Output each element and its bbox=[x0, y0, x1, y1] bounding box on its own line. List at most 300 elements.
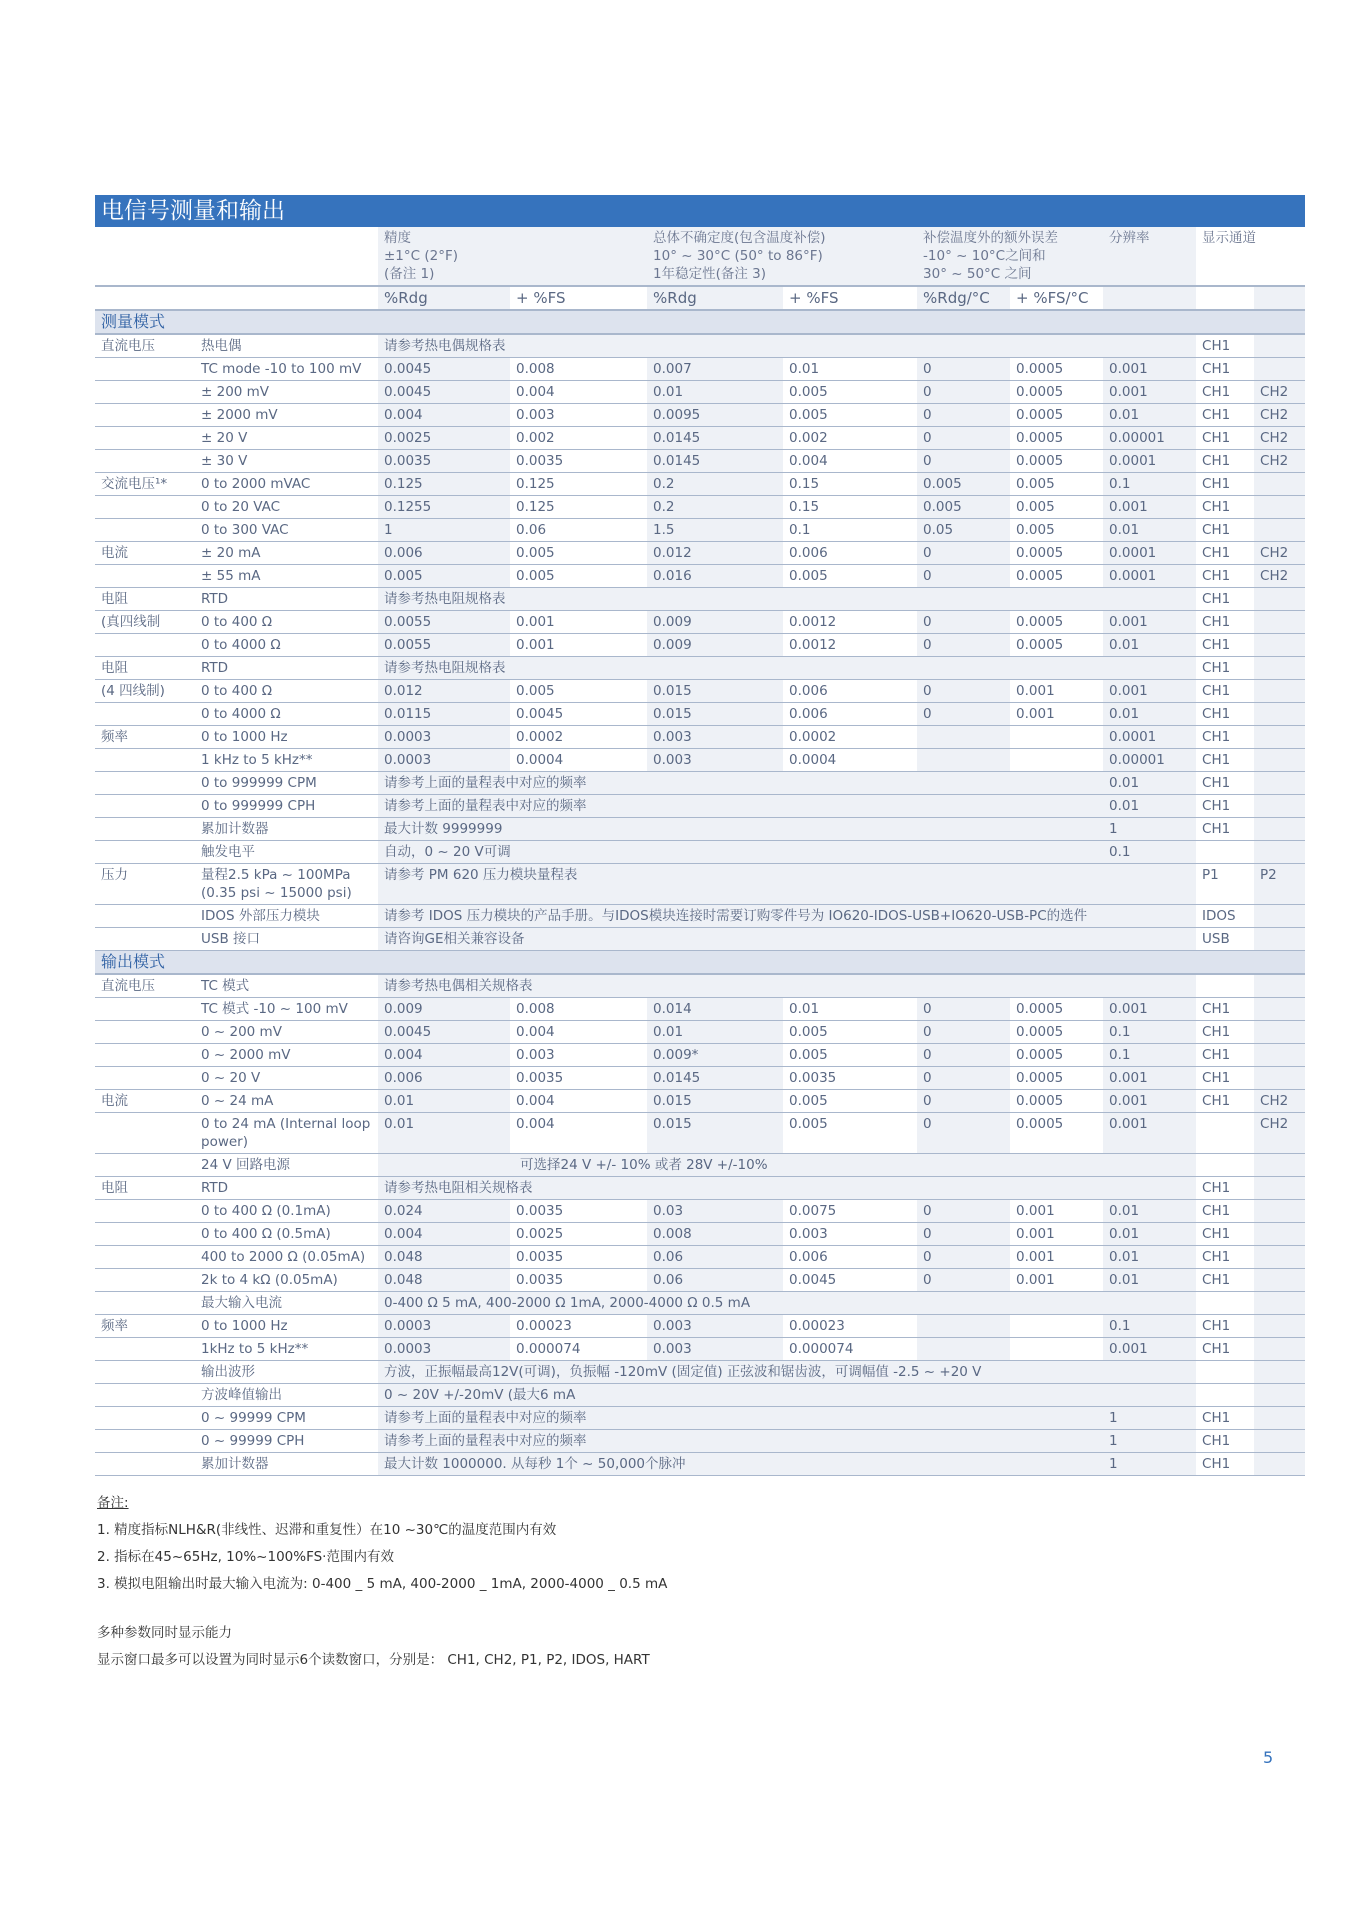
temp-rdg-cell: 0 bbox=[917, 1090, 1010, 1113]
channel-2-cell bbox=[1254, 334, 1305, 358]
unc-rdg-cell: 0.003 bbox=[647, 726, 783, 749]
note-item: 2. 指标在45~65Hz, 10%~100%FS·范围内有效 bbox=[97, 1549, 394, 1565]
resolution-cell: 0.001 bbox=[1103, 1338, 1196, 1361]
unc-rdg-cell: 0.015 bbox=[647, 680, 783, 703]
unc-fs-cell: 0.00023 bbox=[783, 1315, 917, 1338]
resolution-cell: 0.1 bbox=[1103, 473, 1196, 496]
note-cell: 请参考热电阻相关规格表 bbox=[378, 1177, 1196, 1200]
unc-fs-cell: 0.01 bbox=[783, 358, 917, 381]
table-row bbox=[95, 450, 1305, 473]
channel-1-cell: CH1 bbox=[1196, 1067, 1254, 1090]
temp-rdg-cell: 0 bbox=[917, 1246, 1010, 1269]
unc-fs-cell: 0.000074 bbox=[783, 1338, 917, 1361]
note-cell: 请咨询GE相关兼容设备 bbox=[378, 928, 1196, 951]
acc-rdg-cell: 0.0035 bbox=[378, 450, 510, 473]
table-row bbox=[95, 1154, 1305, 1177]
unc-fs-cell: 0.0002 bbox=[783, 726, 917, 749]
range-cell: ± 20 V bbox=[195, 427, 378, 450]
channel-2-cell bbox=[1254, 1154, 1305, 1177]
note-cell: 请参考热电阻规格表 bbox=[378, 588, 1103, 611]
unit-cell: + %FS bbox=[783, 286, 917, 310]
category-cell bbox=[95, 1154, 195, 1177]
table-row bbox=[95, 1269, 1305, 1292]
acc-fs-cell: 0.0035 bbox=[510, 1067, 647, 1090]
table-row bbox=[95, 974, 1305, 998]
table-row bbox=[95, 1246, 1305, 1269]
range-cell: 0 ~ 2000 mV bbox=[195, 1044, 378, 1067]
channel-1-cell: CH1 bbox=[1196, 703, 1254, 726]
acc-fs-cell: 0.008 bbox=[510, 998, 647, 1021]
category-cell: 电阻 bbox=[95, 1177, 195, 1200]
channel-2-cell bbox=[1254, 657, 1305, 680]
note-cell: 自动，0 ~ 20 V可调 bbox=[378, 841, 1103, 864]
range-cell: 累加计数器 bbox=[195, 1453, 378, 1476]
unc-fs-cell: 0.006 bbox=[783, 680, 917, 703]
channel-1-cell: CH1 bbox=[1196, 1407, 1254, 1430]
category-cell bbox=[95, 1361, 195, 1384]
table-row bbox=[95, 519, 1305, 542]
table-row bbox=[95, 864, 1305, 905]
channel-2-cell bbox=[1254, 1453, 1305, 1476]
notes-heading: 备注: bbox=[97, 1495, 129, 1511]
temp-rdg-cell: 0 bbox=[917, 1044, 1010, 1067]
unc-fs-cell: 0.006 bbox=[783, 703, 917, 726]
channel-2-cell bbox=[1254, 1044, 1305, 1067]
channel-1-cell: USB bbox=[1196, 928, 1254, 951]
channel-2-cell bbox=[1254, 998, 1305, 1021]
temp-error-header bbox=[917, 227, 1103, 286]
temp-rdg-cell: 0.005 bbox=[917, 496, 1010, 519]
unc-rdg-cell: 0.06 bbox=[647, 1246, 783, 1269]
range-cell: 1kHz to 5 kHz** bbox=[195, 1338, 378, 1361]
category-cell bbox=[95, 565, 195, 588]
acc-rdg-cell: 0.0003 bbox=[378, 749, 510, 772]
range-cell: 0 to 400 Ω (0.5mA) bbox=[195, 1223, 378, 1246]
temp-fs-cell: 0.005 bbox=[1010, 519, 1103, 542]
channel-2-cell bbox=[1254, 496, 1305, 519]
temp-fs-cell: 0.0005 bbox=[1010, 358, 1103, 381]
channel-1-cell: CH1 bbox=[1196, 657, 1254, 680]
channel-1-cell: CH1 bbox=[1196, 542, 1254, 565]
range-cell: USB 接口 bbox=[195, 928, 378, 951]
channel-1-cell bbox=[1196, 841, 1254, 864]
temp-rdg-cell: 0 bbox=[917, 358, 1010, 381]
unc-rdg-cell: 0.0145 bbox=[647, 1067, 783, 1090]
channel-2-cell: CH2 bbox=[1254, 404, 1305, 427]
table-row bbox=[95, 1021, 1305, 1044]
unc-rdg-cell: 0.009* bbox=[647, 1044, 783, 1067]
channel-2-cell bbox=[1254, 974, 1305, 998]
channel-1-cell: CH1 bbox=[1196, 634, 1254, 657]
unc-rdg-cell: 0.003 bbox=[647, 1338, 783, 1361]
resolution-cell: 0.01 bbox=[1103, 703, 1196, 726]
channel-1-cell bbox=[1196, 1292, 1254, 1315]
temp-rdg-cell: 0 bbox=[917, 381, 1010, 404]
temp-rdg-cell: 0 bbox=[917, 1223, 1010, 1246]
acc-rdg-cell: 0.0003 bbox=[378, 1338, 510, 1361]
unc-rdg-cell: 0.015 bbox=[647, 1090, 783, 1113]
temp-fs-cell: 0.001 bbox=[1010, 703, 1103, 726]
resolution-cell: 0.001 bbox=[1103, 611, 1196, 634]
category-cell bbox=[95, 381, 195, 404]
temp-rdg-cell bbox=[917, 726, 1010, 749]
resolution-cell: 0.0001 bbox=[1103, 726, 1196, 749]
temp-rdg-cell: 0.05 bbox=[917, 519, 1010, 542]
channel-1-cell: CH1 bbox=[1196, 772, 1254, 795]
note-cell: 请参考热电偶相关规格表 bbox=[378, 974, 1196, 998]
note-cell: 最大计数 9999999 bbox=[378, 818, 1103, 841]
channel-2-cell: CH2 bbox=[1254, 450, 1305, 473]
note-cell: 请参考上面的量程表中对应的频率 bbox=[378, 795, 1103, 818]
category-cell bbox=[95, 928, 195, 951]
acc-fs-cell: 0.0045 bbox=[510, 703, 647, 726]
acc-rdg-cell: 0.0045 bbox=[378, 381, 510, 404]
range-cell: 输出波形 bbox=[195, 1361, 378, 1384]
temp-fs-cell bbox=[1010, 1338, 1103, 1361]
acc-rdg-cell: 0.005 bbox=[378, 565, 510, 588]
table-row bbox=[95, 1453, 1305, 1476]
range-cell: TC 模式 bbox=[195, 974, 378, 998]
temp-rdg-cell: 0 bbox=[917, 1269, 1010, 1292]
acc-rdg-cell: 0.0025 bbox=[378, 427, 510, 450]
table-row bbox=[95, 818, 1305, 841]
note-cell: 请参考上面的量程表中对应的频率 bbox=[378, 1407, 1103, 1430]
category-cell bbox=[95, 1044, 195, 1067]
table-row bbox=[95, 680, 1305, 703]
channel-2-cell: CH2 bbox=[1254, 565, 1305, 588]
range-cell: 触发电平 bbox=[195, 841, 378, 864]
acc-rdg-cell: 0.004 bbox=[378, 1223, 510, 1246]
category-cell bbox=[95, 1453, 195, 1476]
channel-2-cell bbox=[1254, 772, 1305, 795]
accuracy-line: (备注 1) bbox=[384, 266, 435, 282]
temp-error-line: 补偿温度外的额外误差 bbox=[923, 230, 1059, 246]
channel-2-cell bbox=[1254, 358, 1305, 381]
category-cell bbox=[95, 1384, 195, 1407]
resolution-cell: 0.01 bbox=[1103, 404, 1196, 427]
unc-fs-cell: 0.15 bbox=[783, 473, 917, 496]
range-cell: 0 to 400 Ω (0.1mA) bbox=[195, 1200, 378, 1223]
unc-rdg-cell: 0.009 bbox=[647, 634, 783, 657]
category-cell bbox=[95, 634, 195, 657]
table-row bbox=[95, 427, 1305, 450]
category-cell bbox=[95, 772, 195, 795]
temp-rdg-cell: 0 bbox=[917, 1200, 1010, 1223]
unc-fs-cell: 0.005 bbox=[783, 1090, 917, 1113]
range-cell: 0 to 999999 CPM bbox=[195, 772, 378, 795]
table-row bbox=[95, 1200, 1305, 1223]
temp-error-line: -10° ~ 10°C之间和 bbox=[923, 248, 1046, 264]
category-cell bbox=[95, 1113, 195, 1154]
resolution-cell bbox=[1103, 657, 1196, 680]
note-item: 1. 精度指标NLH&R(非线性、迟滞和重复性）在10 ~30℃的温度范围内有效 bbox=[97, 1522, 557, 1538]
temp-fs-cell: 0.0005 bbox=[1010, 1113, 1103, 1154]
category-cell bbox=[95, 404, 195, 427]
resolution-cell: 0.00001 bbox=[1103, 749, 1196, 772]
channel-2-cell bbox=[1254, 1021, 1305, 1044]
temp-fs-cell: 0.0005 bbox=[1010, 998, 1103, 1021]
unit-cell: %Rdg/°C bbox=[917, 286, 1010, 310]
measure-section-header bbox=[95, 310, 1305, 334]
range-cell: 0 to 1000 Hz bbox=[195, 1315, 378, 1338]
range-cell: 量程2.5 kPa ~ 100MPa (0.35 psi ~ 15000 psi) bbox=[195, 864, 378, 905]
unit-cell: + %FS/°C bbox=[1010, 286, 1103, 310]
unc-fs-cell: 0.006 bbox=[783, 1246, 917, 1269]
resolution-cell: 0.01 bbox=[1103, 1269, 1196, 1292]
unc-fs-cell: 0.01 bbox=[783, 998, 917, 1021]
temp-fs-cell bbox=[1010, 726, 1103, 749]
channel-2-cell bbox=[1254, 588, 1305, 611]
category-cell bbox=[95, 905, 195, 928]
acc-rdg-cell: 0.006 bbox=[378, 1067, 510, 1090]
temp-fs-cell: 0.0005 bbox=[1010, 404, 1103, 427]
temp-fs-cell: 0.0005 bbox=[1010, 427, 1103, 450]
category-cell: 压力 bbox=[95, 864, 195, 905]
resolution-cell bbox=[1103, 864, 1196, 905]
category-cell bbox=[95, 998, 195, 1021]
channel-1-cell: CH1 bbox=[1196, 1246, 1254, 1269]
channel-2-cell bbox=[1254, 1361, 1305, 1384]
range-cell: ± 30 V bbox=[195, 450, 378, 473]
channel-1-cell: CH1 bbox=[1196, 818, 1254, 841]
channel-header: 显示通道 bbox=[1196, 227, 1305, 286]
acc-rdg-cell: 0.048 bbox=[378, 1246, 510, 1269]
acc-fs-cell: 0.06 bbox=[510, 519, 647, 542]
acc-rdg-cell: 0.01 bbox=[378, 1090, 510, 1113]
channel-2-cell: CH2 bbox=[1254, 542, 1305, 565]
range-cell: TC 模式 -10 ~ 100 mV bbox=[195, 998, 378, 1021]
channel-2-cell: CH2 bbox=[1254, 381, 1305, 404]
unc-rdg-cell: 0.012 bbox=[647, 542, 783, 565]
temp-fs-cell: 0.005 bbox=[1010, 496, 1103, 519]
resolution-cell: 0.01 bbox=[1103, 519, 1196, 542]
uncertainty-line: 10° ~ 30°C (50° to 86°F) bbox=[653, 248, 823, 264]
temp-fs-cell: 0.0005 bbox=[1010, 1044, 1103, 1067]
channel-1-cell: CH1 bbox=[1196, 749, 1254, 772]
table-row bbox=[95, 1384, 1305, 1407]
unc-rdg-cell: 0.01 bbox=[647, 1021, 783, 1044]
acc-fs-cell: 0.005 bbox=[510, 542, 647, 565]
resolution-cell: 0.1 bbox=[1103, 1315, 1196, 1338]
category-cell: 频率 bbox=[95, 1315, 195, 1338]
channel-1-cell: CH1 bbox=[1196, 1090, 1254, 1113]
table-row bbox=[95, 542, 1305, 565]
unc-rdg-cell: 0.016 bbox=[647, 565, 783, 588]
header-row bbox=[95, 227, 1305, 286]
channel-1-cell bbox=[1196, 1384, 1254, 1407]
page-number: 5 bbox=[1263, 1748, 1274, 1767]
range-cell: 累加计数器 bbox=[195, 818, 378, 841]
acc-fs-cell: 0.125 bbox=[510, 496, 647, 519]
section-label: 测量模式 bbox=[95, 310, 1305, 334]
resolution-cell: 0.001 bbox=[1103, 496, 1196, 519]
category-cell bbox=[95, 1021, 195, 1044]
temp-fs-cell: 0.0005 bbox=[1010, 1021, 1103, 1044]
range-cell: RTD bbox=[195, 657, 378, 680]
category-cell: 电流 bbox=[95, 1090, 195, 1113]
channel-1-cell: IDOS bbox=[1196, 905, 1254, 928]
acc-fs-cell: 0.0035 bbox=[510, 1246, 647, 1269]
note-cell: 请参考 PM 620 压力模块量程表 bbox=[378, 864, 1103, 905]
spec-table bbox=[95, 227, 1305, 1476]
category-cell bbox=[95, 1246, 195, 1269]
category-cell: 频率 bbox=[95, 726, 195, 749]
channel-2-cell bbox=[1254, 1338, 1305, 1361]
category-cell bbox=[95, 1223, 195, 1246]
resolution-cell: 1 bbox=[1103, 1407, 1196, 1430]
table-row bbox=[95, 358, 1305, 381]
channel-1-cell: P1 bbox=[1196, 864, 1254, 905]
resolution-cell: 0.001 bbox=[1103, 1067, 1196, 1090]
unc-fs-cell: 0.005 bbox=[783, 565, 917, 588]
note-cell: 请参考 IDOS 压力模块的产品手册。与IDOS模块连接时需要订购零件号为 IO620-IDOS-USB+IO620-USB-PC的选件 bbox=[378, 905, 1196, 928]
channel-1-cell: CH1 bbox=[1196, 611, 1254, 634]
range-cell: 0 ~ 20 V bbox=[195, 1067, 378, 1090]
channel-2-cell bbox=[1254, 1407, 1305, 1430]
unit-cell: %Rdg bbox=[378, 286, 510, 310]
channel-2-cell bbox=[1254, 749, 1305, 772]
range-cell: 0 ~ 99999 CPH bbox=[195, 1430, 378, 1453]
channel-1-cell: CH1 bbox=[1196, 998, 1254, 1021]
table-row bbox=[95, 565, 1305, 588]
range-cell: RTD bbox=[195, 1177, 378, 1200]
channel-2-cell: CH2 bbox=[1254, 1090, 1305, 1113]
category-cell bbox=[95, 1407, 195, 1430]
category-cell bbox=[95, 427, 195, 450]
table-row bbox=[95, 1090, 1305, 1113]
channel-2-cell: P2 bbox=[1254, 864, 1305, 905]
range-cell: 0 to 300 VAC bbox=[195, 519, 378, 542]
acc-fs-cell: 0.001 bbox=[510, 634, 647, 657]
table-row bbox=[95, 1315, 1305, 1338]
category-cell: 直流电压 bbox=[95, 334, 195, 358]
acc-fs-cell: 0.003 bbox=[510, 404, 647, 427]
range-cell: ± 20 mA bbox=[195, 542, 378, 565]
temp-rdg-cell: 0 bbox=[917, 680, 1010, 703]
channel-2-cell bbox=[1254, 1246, 1305, 1269]
channel-1-cell: CH1 bbox=[1196, 334, 1254, 358]
temp-fs-cell: 0.001 bbox=[1010, 1223, 1103, 1246]
range-cell: IDOS 外部压力模块 bbox=[195, 905, 378, 928]
table-row bbox=[95, 749, 1305, 772]
table-row bbox=[95, 1407, 1305, 1430]
acc-rdg-cell: 0.0003 bbox=[378, 1315, 510, 1338]
temp-fs-cell: 0.0005 bbox=[1010, 542, 1103, 565]
acc-rdg-cell: 0.012 bbox=[378, 680, 510, 703]
channel-1-cell: CH1 bbox=[1196, 1453, 1254, 1476]
category-cell: (4 四线制) bbox=[95, 680, 195, 703]
table-row bbox=[95, 611, 1305, 634]
note-cell: 请参考上面的量程表中对应的频率 bbox=[378, 772, 1103, 795]
unc-rdg-cell: 0.0145 bbox=[647, 427, 783, 450]
unit-cell: + %FS bbox=[510, 286, 647, 310]
temp-rdg-cell bbox=[917, 749, 1010, 772]
table-row bbox=[95, 588, 1305, 611]
channel-2-cell: CH2 bbox=[1254, 427, 1305, 450]
acc-fs-cell: 0.000074 bbox=[510, 1338, 647, 1361]
unc-rdg-cell: 0.008 bbox=[647, 1223, 783, 1246]
temp-rdg-cell: 0 bbox=[917, 1067, 1010, 1090]
channel-2-cell bbox=[1254, 1292, 1305, 1315]
unc-fs-cell: 0.006 bbox=[783, 542, 917, 565]
unc-fs-cell: 0.003 bbox=[783, 1223, 917, 1246]
channel-1-cell: CH1 bbox=[1196, 1269, 1254, 1292]
unc-fs-cell: 0.002 bbox=[783, 427, 917, 450]
resolution-cell: 0.1 bbox=[1103, 1021, 1196, 1044]
resolution-cell: 0.01 bbox=[1103, 1200, 1196, 1223]
resolution-cell: 0.1 bbox=[1103, 841, 1196, 864]
acc-fs-cell: 0.004 bbox=[510, 381, 647, 404]
resolution-cell: 1 bbox=[1103, 818, 1196, 841]
temp-rdg-cell: 0 bbox=[917, 703, 1010, 726]
resolution-cell: 0.001 bbox=[1103, 1113, 1196, 1154]
unc-fs-cell: 0.0035 bbox=[783, 1067, 917, 1090]
channel-1-cell: CH1 bbox=[1196, 450, 1254, 473]
range-cell: 0 ~ 24 mA bbox=[195, 1090, 378, 1113]
unit-cell: %Rdg bbox=[647, 286, 783, 310]
acc-fs-cell: 0.005 bbox=[510, 680, 647, 703]
category-cell bbox=[95, 1269, 195, 1292]
channel-1-cell: CH1 bbox=[1196, 726, 1254, 749]
acc-rdg-cell: 0.1255 bbox=[378, 496, 510, 519]
channel-1-cell: CH1 bbox=[1196, 519, 1254, 542]
table-row bbox=[95, 634, 1305, 657]
channel-2-cell bbox=[1254, 1384, 1305, 1407]
channel-1-cell: CH1 bbox=[1196, 381, 1254, 404]
acc-fs-cell: 0.125 bbox=[510, 473, 647, 496]
acc-fs-cell: 0.005 bbox=[510, 565, 647, 588]
note-cell: 请参考上面的量程表中对应的频率 bbox=[378, 1430, 1103, 1453]
temp-fs-cell: 0.0005 bbox=[1010, 565, 1103, 588]
category-cell bbox=[95, 1067, 195, 1090]
unc-rdg-cell: 0.003 bbox=[647, 749, 783, 772]
acc-rdg-cell: 0.0055 bbox=[378, 611, 510, 634]
range-cell: 0 to 1000 Hz bbox=[195, 726, 378, 749]
unc-fs-cell: 0.005 bbox=[783, 1044, 917, 1067]
temp-rdg-cell: 0 bbox=[917, 427, 1010, 450]
range-cell: 0 ~ 200 mV bbox=[195, 1021, 378, 1044]
range-cell: TC mode -10 to 100 mV bbox=[195, 358, 378, 381]
acc-rdg-cell: 0.0115 bbox=[378, 703, 510, 726]
note-cell: 请参考热电阻规格表 bbox=[378, 657, 1103, 680]
channel-2-cell bbox=[1254, 1315, 1305, 1338]
accuracy-line: 精度 bbox=[384, 230, 411, 246]
temp-rdg-cell: 0.005 bbox=[917, 473, 1010, 496]
resolution-cell: 0.01 bbox=[1103, 1223, 1196, 1246]
category-cell: 交流电压¹* bbox=[95, 473, 195, 496]
acc-fs-cell: 0.0035 bbox=[510, 1269, 647, 1292]
acc-fs-cell: 0.0035 bbox=[510, 450, 647, 473]
range-cell: 0 to 4000 Ω bbox=[195, 634, 378, 657]
unc-rdg-cell: 0.007 bbox=[647, 358, 783, 381]
table-row bbox=[95, 404, 1305, 427]
unc-fs-cell: 0.0012 bbox=[783, 611, 917, 634]
table-row bbox=[95, 703, 1305, 726]
acc-rdg-cell: 0.009 bbox=[378, 998, 510, 1021]
unc-fs-cell: 0.0045 bbox=[783, 1269, 917, 1292]
uncertainty-header bbox=[647, 227, 917, 286]
channel-1-cell: CH1 bbox=[1196, 1223, 1254, 1246]
note-item: 3. 模拟电阻输出时最大输入电流为: 0-400 _ 5 mA, 400-2000 _ 1mA, 2000-4000 _ 0.5 mA bbox=[97, 1576, 668, 1592]
temp-rdg-cell: 0 bbox=[917, 634, 1010, 657]
acc-fs-cell: 0.001 bbox=[510, 611, 647, 634]
section-label: 输出模式 bbox=[95, 951, 1305, 975]
temp-fs-cell: 0.0005 bbox=[1010, 634, 1103, 657]
uncertainty-line: 1年稳定性(备注 3) bbox=[653, 266, 767, 282]
channel-1-cell: CH1 bbox=[1196, 565, 1254, 588]
temp-fs-cell bbox=[1010, 749, 1103, 772]
unc-rdg-cell: 0.014 bbox=[647, 998, 783, 1021]
